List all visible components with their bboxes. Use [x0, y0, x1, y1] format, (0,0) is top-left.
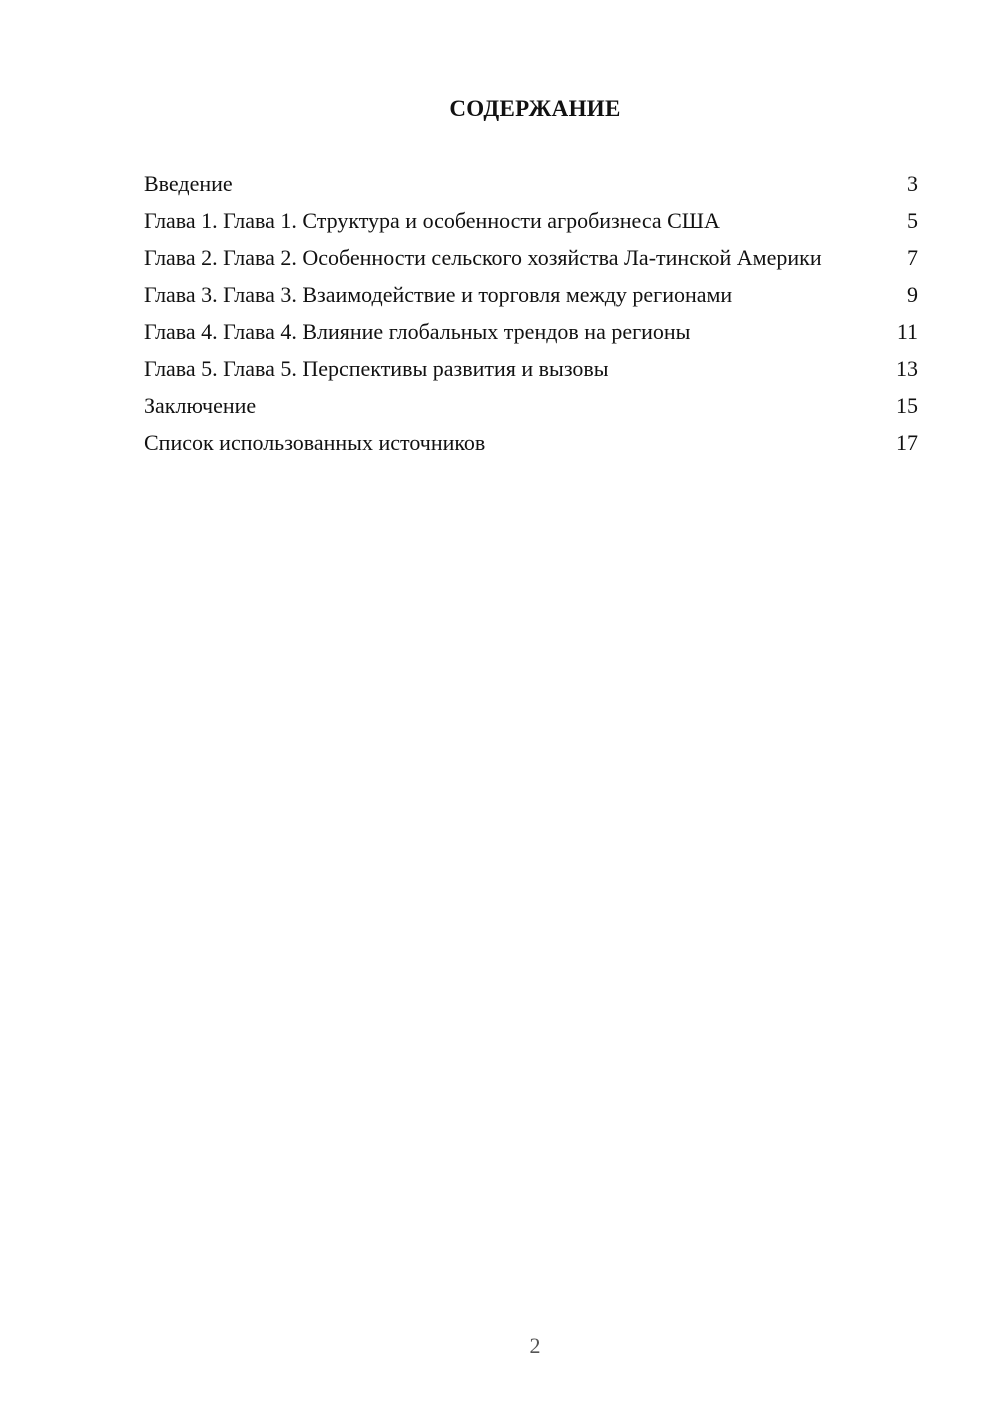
toc-entry-label: Глава 2. Глава 2. Особенности сельского хозяйства Ла-тинской Америки — [144, 245, 822, 270]
table-of-contents — [144, 170, 918, 466]
toc-entry-chapter-4 — [144, 318, 918, 345]
toc-entry-label: Глава 1. Глава 1. Структура и особенности агробизнеса США — [144, 208, 720, 233]
toc-entry-label: Глава 3. Глава 3. Взаимодействие и торговля между регионами — [144, 282, 733, 307]
toc-entry-label: Глава 5. Глава 5. Перспективы развития и вызовы — [144, 356, 609, 381]
toc-entry-chapter-1 — [144, 207, 918, 234]
toc-entry-page: 17 — [896, 430, 918, 455]
toc-entry-label: Введение — [144, 171, 233, 196]
toc-entry-label: Глава 4. Глава 4. Влияние глобальных трендов на регионы — [144, 319, 691, 344]
toc-entry-page: 5 — [907, 208, 918, 233]
toc-entry-page: 13 — [896, 356, 918, 381]
toc-entry-label: Заключение — [144, 393, 257, 418]
page-number: 2 — [529, 1333, 541, 1358]
toc-entry-page: 7 — [907, 245, 918, 270]
toc-entry-references — [144, 429, 918, 456]
toc-entry-label: Список использованных источников — [144, 430, 486, 455]
toc-entry-page: 15 — [896, 393, 918, 418]
toc-entry-page: 9 — [907, 282, 918, 307]
toc-title: СОДЕРЖАНИЕ — [449, 96, 621, 121]
toc-entry-chapter-5 — [144, 355, 918, 382]
toc-entry-conclusion — [144, 392, 918, 419]
toc-entry-chapter-2 — [144, 244, 918, 271]
toc-entry-introduction — [144, 170, 918, 197]
toc-entry-page: 11 — [896, 319, 918, 344]
toc-entry-page: 3 — [907, 171, 918, 196]
toc-entry-chapter-3 — [144, 281, 918, 308]
